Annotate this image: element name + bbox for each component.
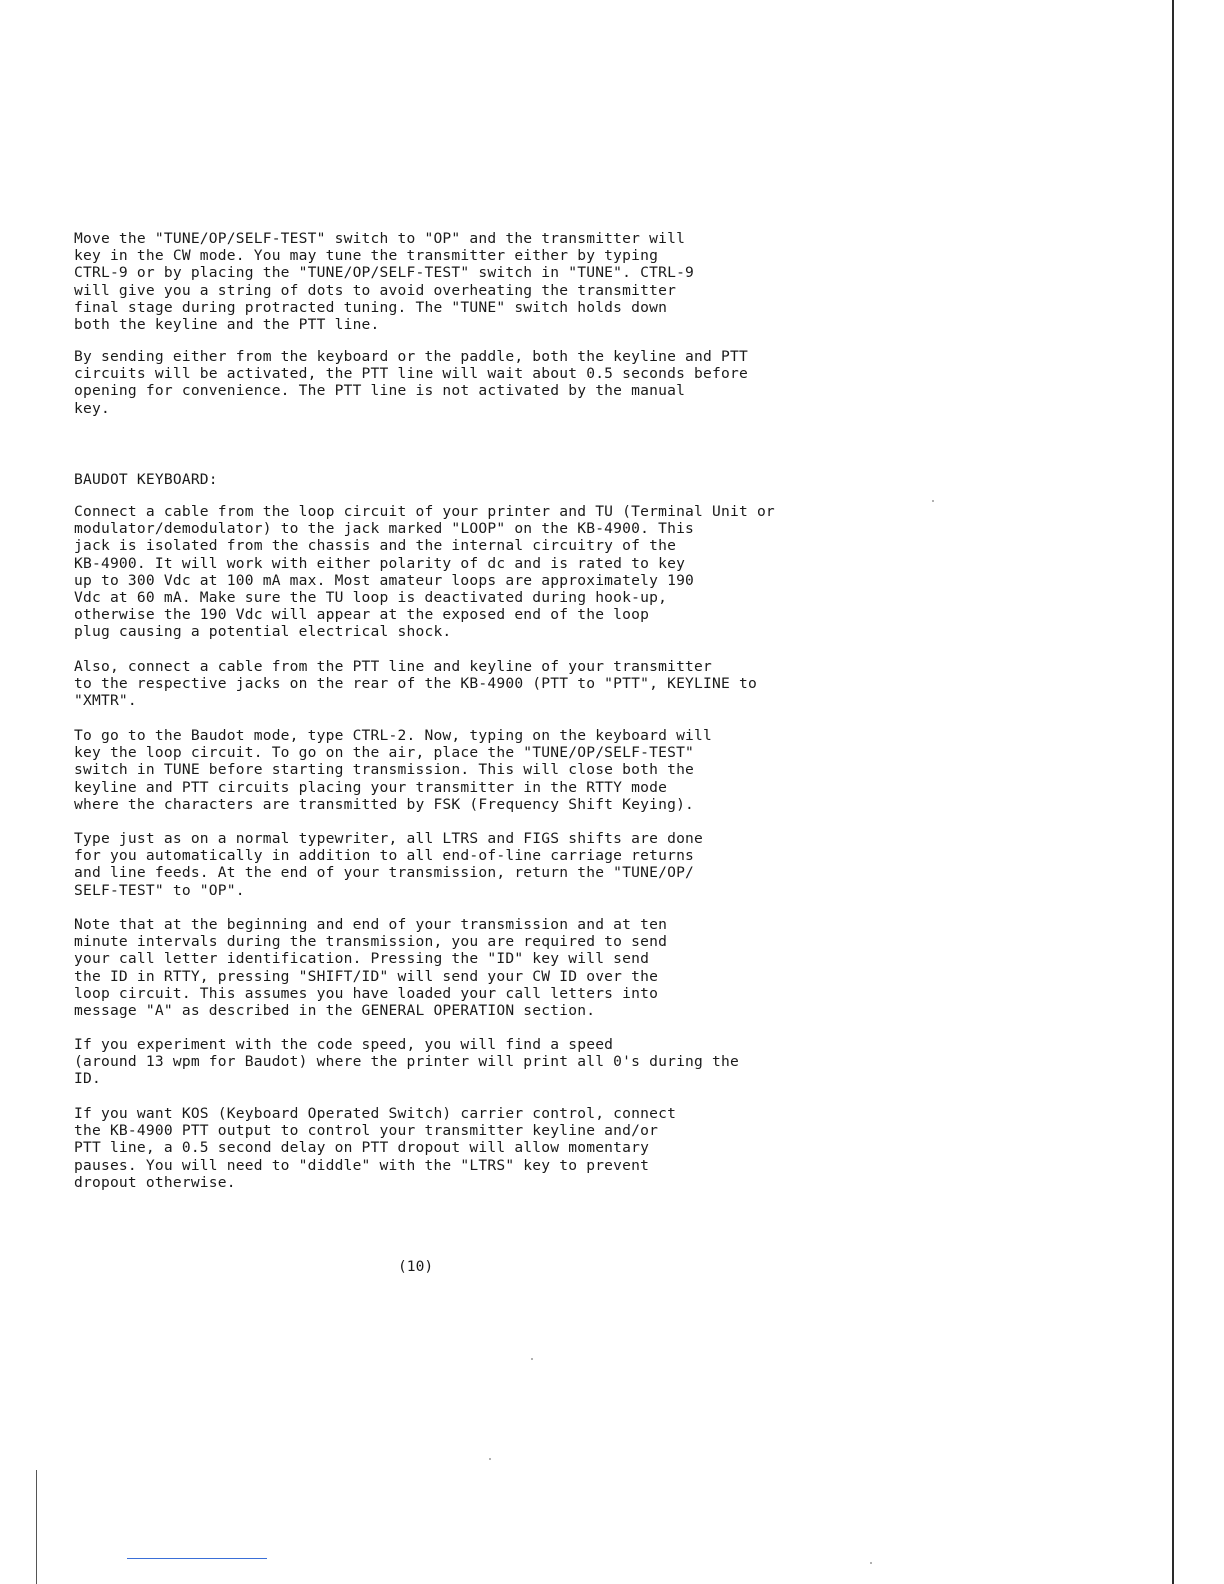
text-line: to the respective jacks on the rear of the KB-4900 (PTT to "PTT", KEYLINE to <box>74 675 757 693</box>
text-line: KB-4900. It will work with either polarity of dc and is rated to key <box>74 554 686 572</box>
text-line: jack is isolated from the chassis and the internal circuitry of the <box>74 537 677 555</box>
text-line: Type just as on a normal typewriter, all LTRS and FIGS shifts are done <box>74 830 704 847</box>
paragraph-baudot-loop <box>74 503 775 641</box>
scan-speck <box>531 1358 533 1360</box>
right-scan-edge <box>1172 0 1174 1584</box>
text-line: If you want KOS (Keyboard Operated Switch) carrier control, connect <box>74 1105 677 1122</box>
text-line: both the keyline and the PTT line. <box>74 315 380 333</box>
text-line: circuits will be activated, the PTT line will wait about 0.5 seconds before <box>74 365 748 383</box>
text-line: final stage during protracted tuning. The "TUNE" switch holds down <box>74 298 668 316</box>
text-line: To go to the Baudot mode, type CTRL-2. Now, typing on the keyboard will <box>74 727 713 744</box>
text-line: plug causing a potential electrical shock. <box>74 623 452 641</box>
text-line: the KB-4900 PTT output to control your transmitter keyline and/or <box>74 1122 659 1140</box>
text-line: CTRL-9 or by placing the "TUNE/OP/SELF-TEST" switch in "TUNE". CTRL-9 <box>74 264 695 282</box>
blue-underline-mark <box>127 1558 267 1559</box>
paragraph-baudot-type <box>74 830 703 899</box>
left-scan-edge <box>36 1470 37 1584</box>
text-line: your call letter identification. Pressing the "ID" key will send <box>74 950 650 968</box>
paragraph-baudot-mode <box>74 727 712 813</box>
text-line: If you experiment with the code speed, you will find a speed <box>74 1036 614 1053</box>
text-line: Vdc at 60 mA. Make sure the TU loop is deactivated during hook-up, <box>74 588 668 606</box>
section-heading-baudot-keyboard <box>74 471 218 488</box>
text-line: where the characters are transmitted by FSK (Frequency Shift Keying). <box>74 795 695 813</box>
text-line: key. <box>74 399 110 417</box>
text-line: key in the CW mode. You may tune the transmitter either by typing <box>74 247 659 265</box>
text-line: and line feeds. At the end of your transmission, return the "TUNE/OP/ <box>74 864 695 882</box>
text-line: pauses. You will need to "diddle" with the "LTRS" key to prevent <box>74 1156 650 1174</box>
text-line: PTT line, a 0.5 second delay on PTT dropout will allow momentary <box>74 1139 650 1157</box>
text-line: Move the "TUNE/OP/SELF-TEST" switch to "OP" and the transmitter will <box>74 230 686 247</box>
text-line: (around 13 wpm for Baudot) where the printer will print all 0's during the <box>74 1053 739 1071</box>
section-heading: BAUDOT KEYBOARD: <box>74 471 218 488</box>
text-line: for you automatically in addition to all end-of-line carriage returns <box>74 847 695 865</box>
scan-speck <box>932 500 934 502</box>
text-line: loop circuit. This assumes you have loaded your call letters into <box>74 984 659 1002</box>
text-line: ID. <box>74 1070 101 1088</box>
paragraph-baudot-speed <box>74 1036 739 1088</box>
scan-speck <box>870 1562 872 1564</box>
text-line: switch in TUNE before starting transmission. This will close both the <box>74 761 695 779</box>
paragraph-baudot-kos <box>74 1105 676 1191</box>
text-line: Also, connect a cable from the PTT line and keyline of your transmitter <box>74 658 713 675</box>
text-line: key the loop circuit. To go on the air, place the "TUNE/OP/SELF-TEST" <box>74 744 695 762</box>
paragraph-cw-sending <box>74 348 748 417</box>
text-line: By sending either from the keyboard or the paddle, both the keyline and PTT <box>74 348 748 365</box>
text-line: otherwise the 190 Vdc will appear at the exposed end of the loop <box>74 606 650 624</box>
paragraph-baudot-ptt <box>74 658 757 710</box>
text-line: "XMTR". <box>74 692 137 710</box>
paragraph-baudot-id <box>74 916 667 1019</box>
text-line: message "A" as described in the GENERAL OPERATION section. <box>74 1001 596 1019</box>
text-line: Note that at the beginning and end of your transmission and at ten <box>74 916 668 933</box>
text-line: the ID in RTTY, pressing "SHIFT/ID" will send your CW ID over the <box>74 967 659 985</box>
text-line: Connect a cable from the loop circuit of your printer and TU (Terminal Unit or <box>74 503 775 520</box>
text-line: opening for convenience. The PTT line is not activated by the manual <box>74 382 686 400</box>
text-line: modulator/demodulator) to the jack marked "LOOP" on the KB-4900. This <box>74 520 695 538</box>
page-number: (10) <box>398 1258 434 1275</box>
text-line: SELF-TEST" to "OP". <box>74 881 245 899</box>
scan-speck <box>489 1458 491 1460</box>
text-line: dropout otherwise. <box>74 1173 236 1191</box>
paragraph-cw-tune <box>74 230 694 333</box>
text-line: up to 300 Vdc at 100 mA max. Most amateur loops are approximately 190 <box>74 571 695 589</box>
text-line: keyline and PTT circuits placing your transmitter in the RTTY mode <box>74 778 668 796</box>
text-line: minute intervals during the transmission, you are required to send <box>74 933 668 951</box>
text-line: will give you a string of dots to avoid overheating the transmitter <box>74 281 677 299</box>
